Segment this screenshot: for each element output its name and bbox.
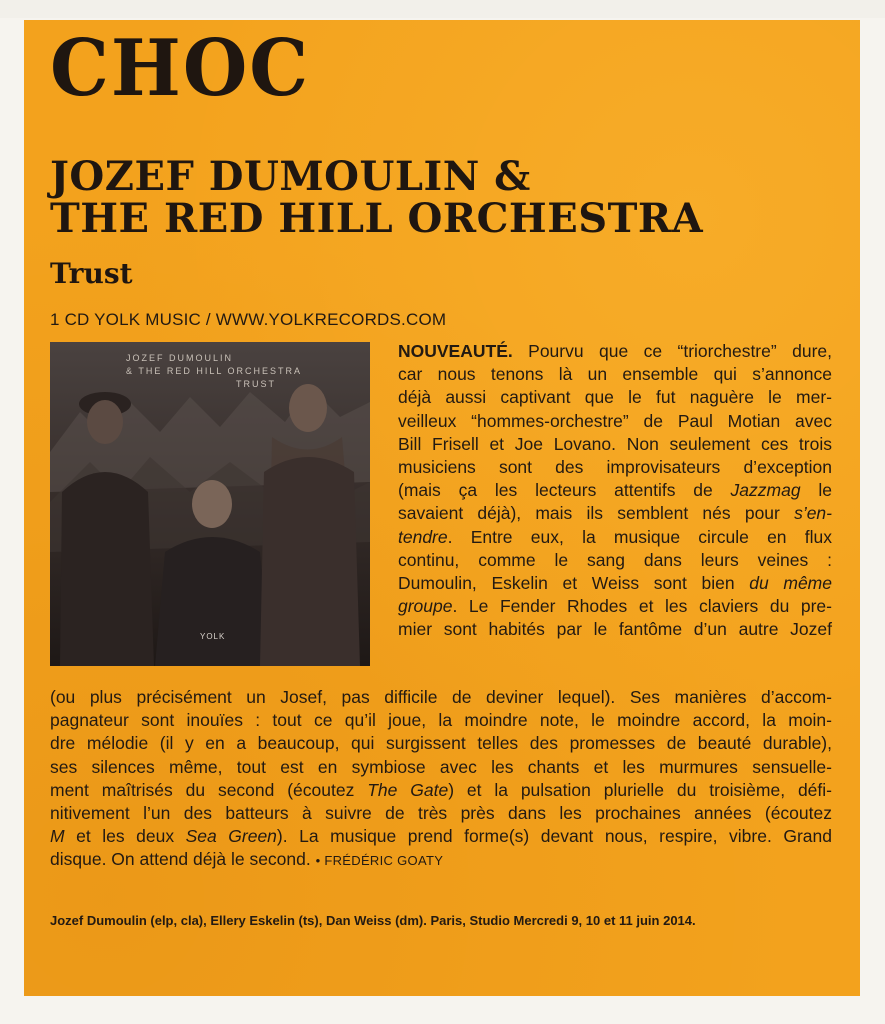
review-line: Dumoulin, Eskelin et Weiss sont bien du même [398,573,832,594]
review-line: car nous tenons là un ensemble qui s’annonce [398,364,832,385]
review-line: mier sont habités par le fantôme d’un autre Jozef [398,619,832,640]
cover-title-text [126,352,370,391]
review-line: dre mélodie (il y en a beaucoup, qui surgissent telles des promesses de beauté durable), [50,733,832,754]
review-card [24,20,860,996]
track-title: Sea Green [185,826,277,847]
review-line: musiciens sont des improvisateurs d’exception [398,457,832,478]
review-line: continu, comme le sang dans leurs veines : [398,549,832,570]
yolk-logo: YOLK [200,632,226,641]
review-line: ses silences même, tout est en symbiose avec les chants et les murmures sensuelle- [50,756,832,777]
artist-line-1: JOZEF DUMOULIN & [50,153,531,200]
cover-line-1: JOZEF DUMOULIN [126,353,234,363]
review-lead: NOUVEAUTÉ. [398,341,513,361]
review-line: pagnateur sont inouïes : tout ce qu’il joue, la moindre note, le moindre accord, la moin- [50,710,832,731]
review-line: NOUVEAUTÉ. Pourvu que ce “triorchestre” dure, [398,341,832,361]
personnel-credits: Jozef Dumoulin (elp, cla), Ellery Eskelin (ts), Dan Weiss (dm). Paris, Studio Mercredi 9, 10 et 11 juin 2014. [50,913,696,928]
review-line: tendre. Entre eux, la musique circule en flux [398,526,832,547]
review-line: nitivement l’un des batteurs à suivre de très près dans les prochaines années (écoutez [50,803,832,824]
cover-line-2: & THE RED HILL ORCHESTRA [126,366,303,376]
artist-name [50,153,840,242]
review-line: savaient déjà), mais ils semblent nés pour s’en- [398,503,832,524]
artist-line-2: THE RED HILL ORCHESTRA [50,195,704,242]
review-line: (mais ça les lecteurs attentifs de Jazzmag le [398,480,833,501]
review-text-top [398,340,832,642]
review-line: disque. On attend déjà le second. • FRÉDÉRIC GOATY [50,849,444,870]
section-kicker: CHOC [50,23,311,115]
scan-margin [0,0,885,18]
review-text-bottom [50,686,832,873]
review-signature: • FRÉDÉRIC GOATY [315,853,444,869]
review-line: M et les deux Sea Green). La musique prend forme(s) devant nous, respire, vibre. Grand [50,826,833,847]
magazine-title: Jazzmag [730,480,801,501]
review-line: (ou plus précisément un Josef, pas difficile de deviner lequel). Ses manières d’accom- [50,687,832,707]
track-title: The Gate [367,779,449,800]
track-title: M [50,826,65,847]
review-line: ment maîtrisés du second (écoutez The Gate) et la pulsation plurielle du troisième, défi- [50,779,832,800]
review-line: groupe. Le Fender Rhodes et les claviers du pre- [398,596,832,617]
album-title: Trust [50,257,133,290]
record-label: 1 CD YOLK MUSIC / WWW.YOLKRECORDS.COM [50,310,447,329]
album-cover-image [50,342,370,666]
review-line: Bill Frisell et Joe Lovano. Non seulement ces trois [398,433,832,454]
cover-line-3: TRUST [236,379,276,389]
review-line: veilleux “hommes-orchestre” de Paul Motian avec [398,410,832,431]
review-line: déjà aussi captivant que le fut naguère le mer- [398,387,832,408]
